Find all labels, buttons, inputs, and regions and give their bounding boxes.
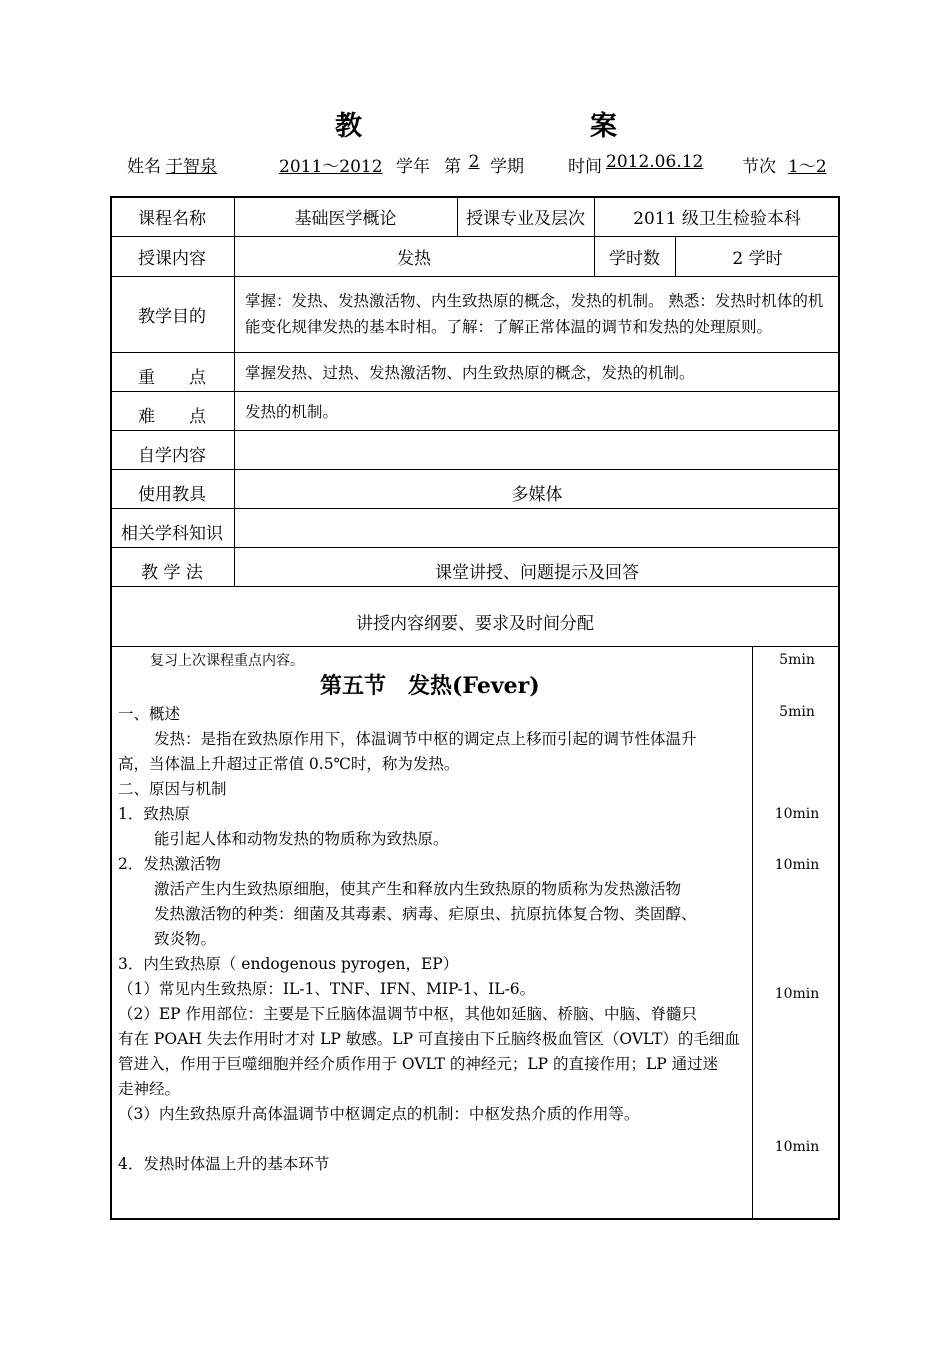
subheading: 3．内生致热原（ endogenous pyrogen，EP） — [118, 955, 459, 973]
outline-header: 讲授内容纲要、要求及时间分配 — [356, 613, 594, 634]
paragraph: 致炎物。 — [154, 930, 217, 948]
key-label: 重 点 — [138, 368, 206, 388]
hours-value: 2 学时 — [732, 248, 783, 269]
time-allocation: 5min — [779, 704, 815, 720]
heading-causes: 二、原因与机制 — [118, 780, 227, 798]
row-divider — [110, 646, 840, 647]
course-value: 基础医学概论 — [294, 208, 397, 229]
content-value: 发热 — [397, 248, 431, 269]
header-info — [0, 152, 952, 176]
time-label: 时间 — [568, 157, 602, 177]
subheading: 4．发热时体温上升的基本环节 — [118, 1155, 330, 1173]
heading-overview: 一、概述 — [118, 705, 181, 723]
paragraph: 走神经。 — [118, 1080, 181, 1098]
term-value: 2 — [468, 152, 480, 172]
period-value: 1～2 — [788, 157, 827, 177]
date-value: 2012.06.12 — [606, 152, 704, 172]
time-allocation: 10min — [774, 1139, 820, 1155]
paragraph: 有在 POAH 失去作用时才对 LP 敏感。LP 可直接由下丘脑终极血管区（OVLT）的毛细血 — [118, 1030, 740, 1048]
selfstudy-value — [245, 430, 835, 469]
course-label: 课程名称 — [138, 208, 206, 229]
term-prefix: 第 — [444, 157, 461, 177]
difficult-value: 发热的机制。 — [245, 402, 339, 421]
selfstudy-label: 自学内容 — [138, 446, 206, 466]
major-value: 2011 级卫生检验本科 — [633, 208, 801, 229]
time-allocation: 5min — [779, 652, 815, 668]
section-title: 第五节 发热(Fever) — [320, 673, 540, 699]
time-allocation: 10min — [774, 857, 820, 873]
tools-value: 多媒体 — [511, 485, 563, 505]
document-title: 教 案 — [335, 111, 675, 142]
tools-label: 使用教具 — [138, 485, 206, 505]
column-divider — [752, 646, 753, 1220]
time-allocation: 10min — [774, 986, 820, 1002]
method-value: 课堂讲授、问题提示及回答 — [435, 563, 639, 583]
paragraph: 激活产生内生致热原细胞，使其产生和释放内生致热原的物质称为发热激活物 — [154, 880, 682, 898]
paragraph: 能引起人体和动物发热的物质称为致热原。 — [154, 830, 449, 848]
name-label: 姓名 — [127, 157, 161, 177]
content-label: 授课内容 — [138, 248, 206, 269]
difficult-label: 难 点 — [138, 407, 206, 427]
school-year: 2011～2012 — [279, 157, 383, 177]
paragraph: 发热：是指在致热原作用下，体温调节中枢的调定点上移而引起的调节性体温升 — [154, 730, 697, 748]
goal-label: 教学目的 — [138, 306, 206, 327]
name-value: 于智泉 — [166, 157, 217, 177]
goal-value: 掌握：发热、发热激活物、内生致热原的概念，发热的机制。 熟悉：发热时机体的机能变化规律发热的基本时相。了解：了解正常体温的调节和发热的处理原则。 — [245, 292, 824, 336]
method-label: 教 学 法 — [141, 563, 203, 583]
term-suffix: 学期 — [490, 157, 524, 177]
year-label: 学年 — [396, 157, 430, 177]
key-value: 掌握发热、过热、发热激活物、内生致热原的概念，发热的机制。 — [245, 363, 695, 382]
paragraph: 发热激活物的种类：细菌及其毒素、病毒、疟原虫、抗原抗体复合物、类固醇、 — [154, 905, 697, 923]
period-label: 节次 — [742, 157, 776, 177]
paragraph: 高，当体温上升超过正常值 0.5℃时，称为发热。 — [118, 755, 460, 773]
paragraph: 管进入，作用于巨噬细胞并经介质作用于 OVLT 的神经元；LP 的直接作用；LP 通过迷 — [118, 1055, 719, 1073]
review-note: 复习上次课程重点内容。 — [150, 653, 304, 669]
time-allocation: 10min — [774, 806, 820, 822]
related-label: 相关学科知识 — [121, 524, 223, 544]
subheading: 2．发热激活物 — [118, 855, 221, 873]
subheading: 1．致热原 — [118, 805, 190, 823]
paragraph: （3）内生致热原升高体温调节中枢调定点的机制：中枢发热介质的作用等。 — [118, 1105, 640, 1123]
paragraph: （1）常见内生致热原：IL-1、TNF、IFN、MIP-1、IL-6。 — [118, 980, 536, 998]
major-label: 授课专业及层次 — [466, 208, 585, 229]
hours-label: 学时数 — [609, 248, 660, 269]
paragraph: （2）EP 作用部位：主要是下丘脑体温调节中枢，其他如延脑、桥脑、中脑、脊髓只 — [118, 1005, 698, 1023]
related-value — [245, 508, 835, 547]
